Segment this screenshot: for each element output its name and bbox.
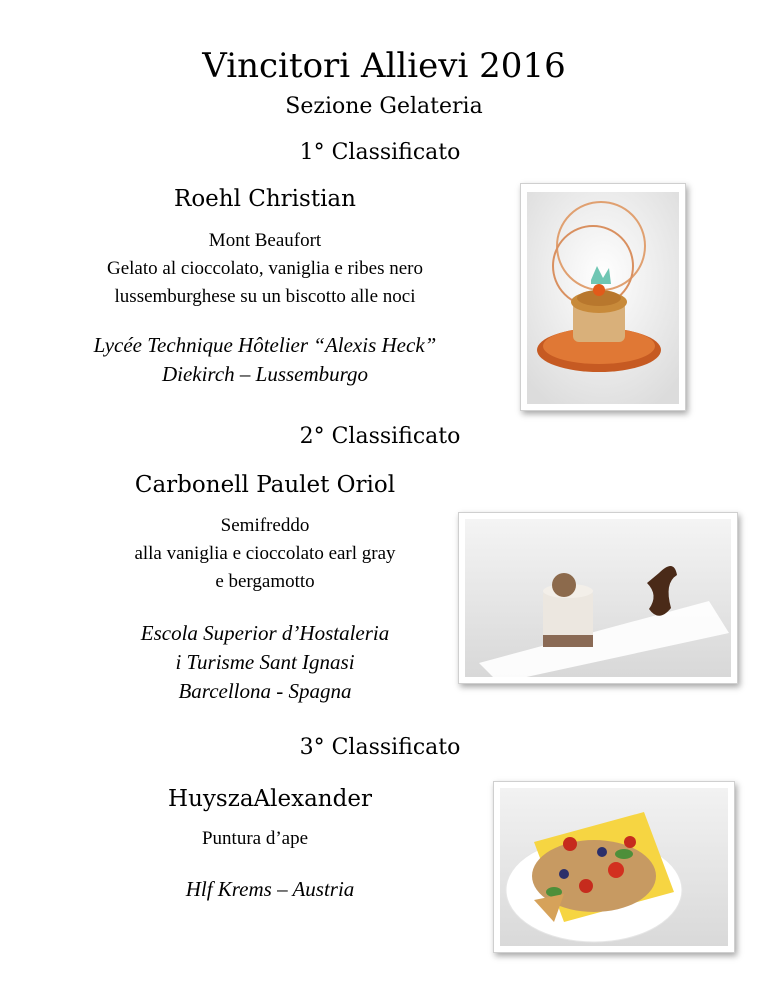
dish-line: alla vaniglia e cioccolato earl gray	[134, 543, 396, 564]
first-place-dish	[20, 227, 510, 311]
dish-line: lussemburghese su un biscotto alle noci	[114, 286, 416, 307]
first-place-school	[0, 331, 530, 389]
school-line: i Turisme Sant Ignasi	[175, 650, 355, 674]
dish-line: Puntura d’ape	[201, 828, 309, 849]
school-line: Lycée Technique Hôtelier “Alexis Heck”	[93, 333, 437, 357]
third-place-dish	[130, 825, 380, 853]
second-place-name: Carbonell Paulet Oriol	[134, 472, 396, 498]
second-place-dish	[50, 512, 480, 596]
school-line: Escola Superior d’Hostaleria	[140, 621, 390, 645]
third-place-heading: 3° Classificato	[299, 735, 461, 760]
dish-line: Semifreddo	[220, 515, 310, 536]
section-subtitle: Sezione Gelateria	[285, 94, 483, 119]
dish-line: Gelato al cioccolato, vaniglia e ribes nero	[106, 258, 423, 279]
second-place-dessert-photo	[458, 512, 738, 684]
second-place-heading: 2° Classificato	[299, 424, 461, 449]
third-place-school	[120, 875, 420, 904]
second-place-school	[60, 619, 470, 706]
school-line: Hlf Krems – Austria	[185, 877, 355, 901]
third-place-dessert-photo	[493, 781, 735, 953]
dish-line: e bergamotto	[215, 571, 315, 592]
first-place-dessert-photo	[520, 183, 686, 411]
page-title: Vincitori Allievi 2016	[202, 46, 566, 86]
first-place-heading: 1° Classificato	[299, 140, 461, 165]
school-line: Barcellona - Spagna	[178, 679, 352, 703]
school-line: Diekirch – Lussemburgo	[161, 362, 369, 386]
first-place-name: Roehl Christian	[174, 186, 356, 212]
third-place-name: HuyszaAlexander	[168, 786, 372, 812]
dish-line: Mont Beaufort	[208, 230, 322, 251]
